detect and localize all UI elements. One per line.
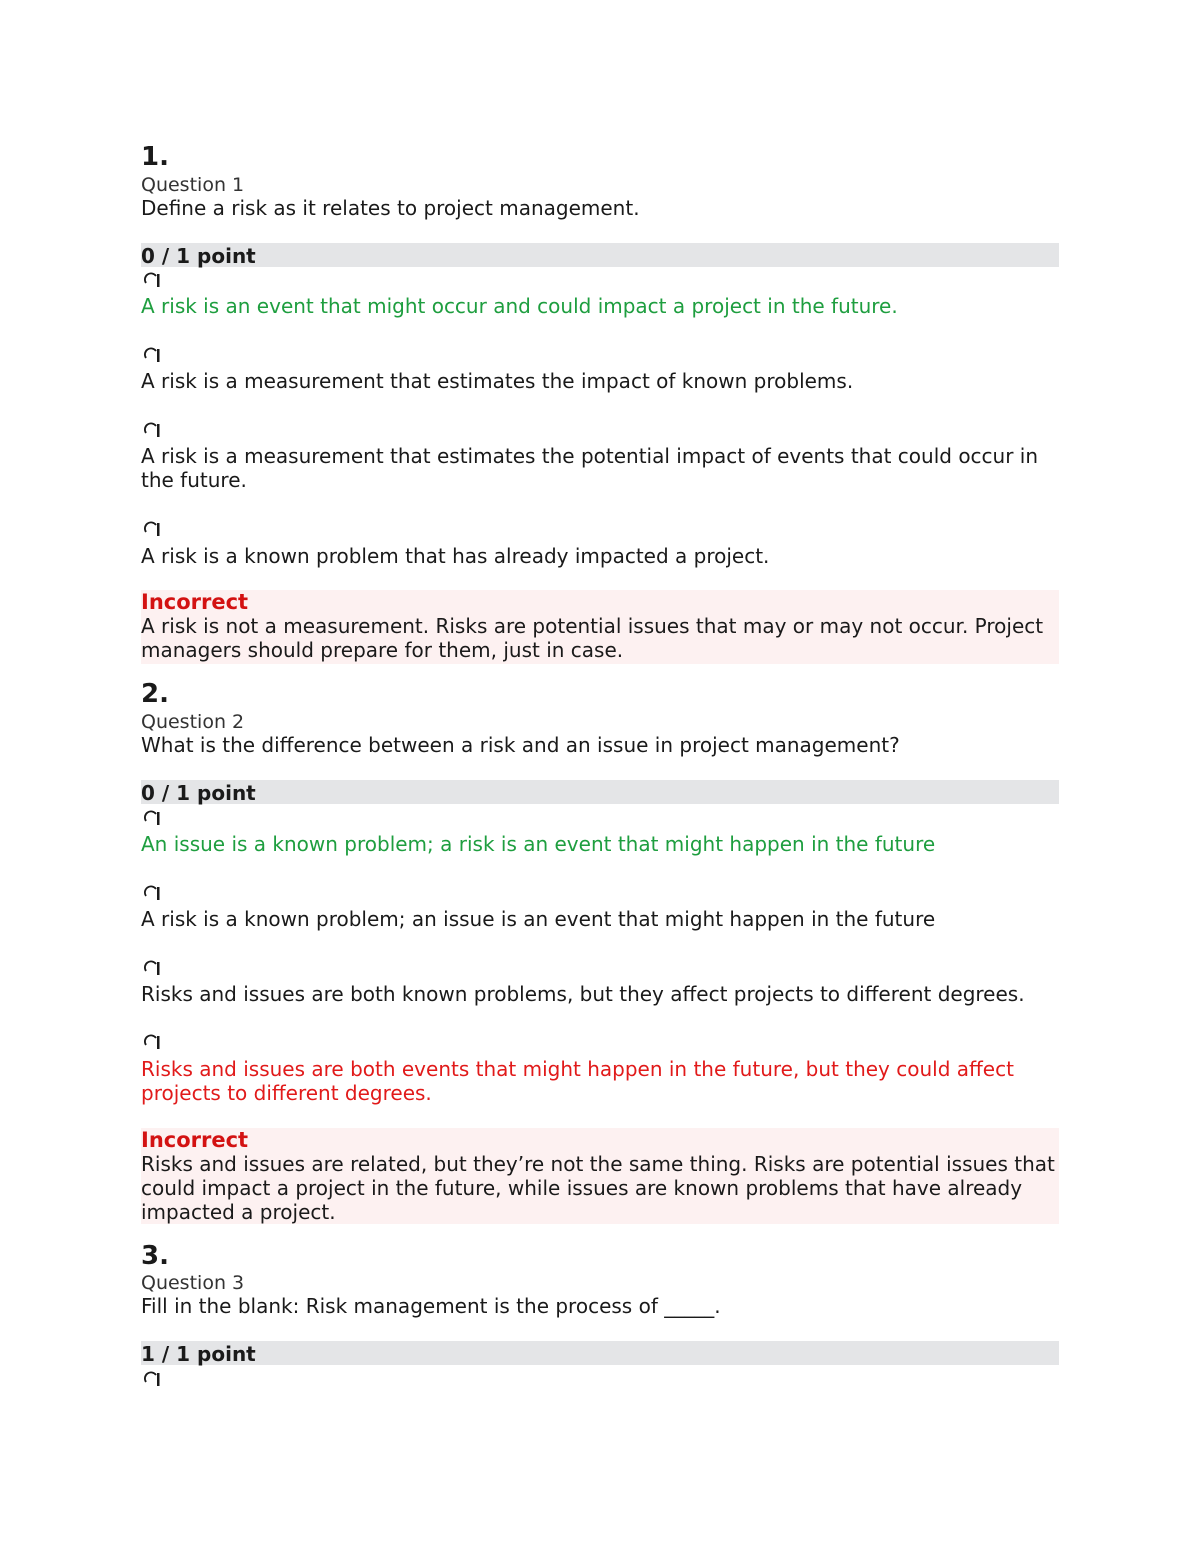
question-3-text: Fill in the blank: Risk management is the process of _____. [141, 1294, 721, 1318]
question-1-text: Define a risk as it relates to project management. [141, 196, 640, 220]
question-3-label: Question 3 [141, 1272, 245, 1294]
radio-icon[interactable] [143, 1370, 161, 1388]
question-1-option-2[interactable]: A risk is a measurement that estimates the impact of known problems. [141, 369, 854, 393]
question-2-text: What is the difference between a risk and an issue in project management? [141, 733, 900, 757]
question-3-number: 3. [141, 1241, 169, 1271]
question-2-points: 0 / 1 point [141, 780, 1059, 804]
radio-icon[interactable] [143, 959, 161, 977]
radio-icon[interactable] [143, 884, 161, 902]
question-3-points: 1 / 1 point [141, 1341, 1059, 1365]
question-1-option-3[interactable]: A risk is a measurement that estimates the potential impact of events that could occur in the future. [141, 444, 1039, 492]
question-1-option-4[interactable]: A risk is a known problem that has already impacted a project. [141, 544, 770, 568]
radio-icon[interactable] [143, 809, 161, 827]
radio-icon[interactable] [143, 346, 161, 364]
radio-icon[interactable] [143, 421, 161, 439]
feedback-title: Incorrect [141, 1128, 249, 1152]
radio-icon[interactable] [143, 520, 161, 538]
question-1-option-1[interactable]: A risk is an event that might occur and could impact a project in the future. [141, 294, 898, 318]
question-2-option-2[interactable]: A risk is a known problem; an issue is an event that might happen in the future [141, 907, 936, 931]
feedback-text: A risk is not a measurement. Risks are potential issues that may or may not occur. Project managers should prepare for them, just in case. [141, 614, 1044, 662]
question-1-points: 0 / 1 point [141, 243, 1059, 267]
feedback-title: Incorrect [141, 590, 249, 614]
question-2-option-3[interactable]: Risks and issues are both known problems, but they affect projects to different degrees. [141, 982, 1025, 1006]
radio-icon[interactable] [143, 1033, 161, 1051]
question-1-label: Question 1 [141, 174, 245, 196]
question-2-label: Question 2 [141, 711, 245, 733]
radio-icon[interactable] [143, 271, 161, 289]
question-2-feedback [141, 1128, 1059, 1224]
question-2-option-1[interactable]: An issue is a known problem; a risk is an event that might happen in the future [141, 832, 936, 856]
feedback-text: Risks and issues are related, but they’re not the same thing. Risks are potential issues that could impact a project in the future, while issues are known problems that have already impacted a project. [141, 1152, 1055, 1224]
question-2-number: 2. [141, 679, 169, 709]
question-1-feedback [141, 590, 1059, 664]
question-2-option-4[interactable]: Risks and issues are both events that might happen in the future, but they could affect projects to different degrees. [141, 1057, 1014, 1105]
question-1-number: 1. [141, 142, 169, 172]
